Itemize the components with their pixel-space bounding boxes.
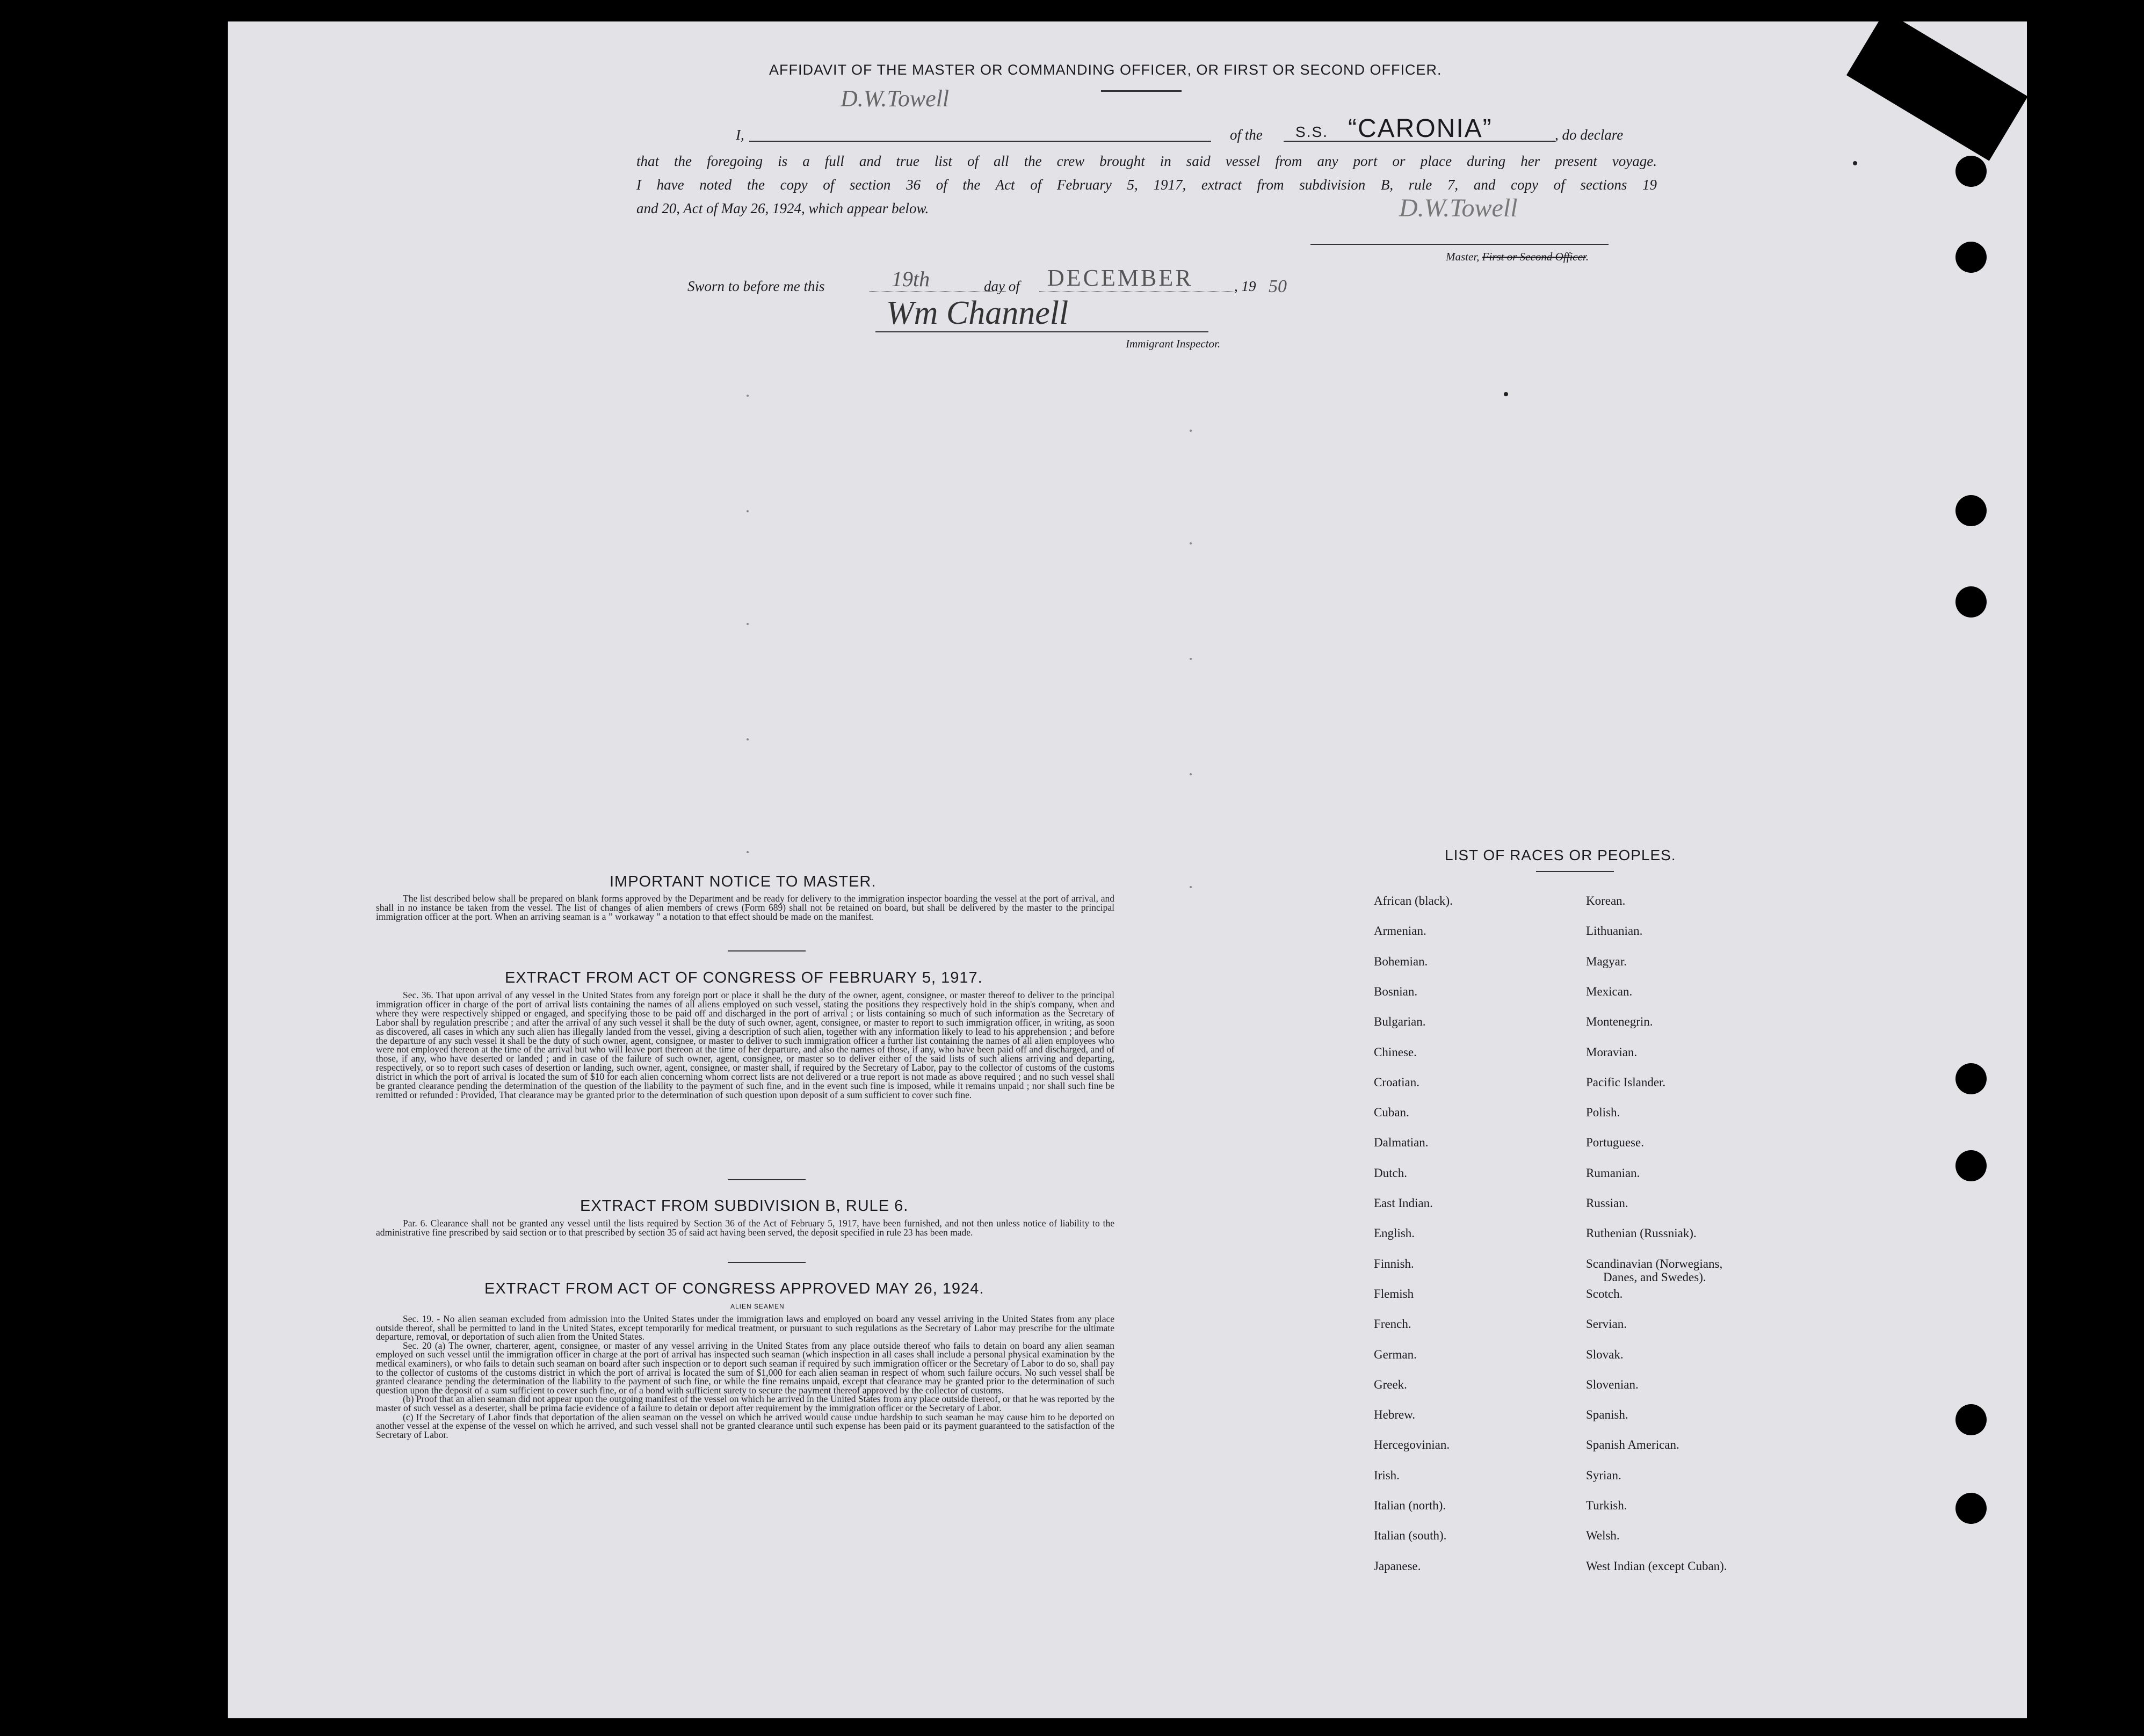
extract-1924-subtitle: ALIEN SEAMEN bbox=[730, 1303, 785, 1310]
race-item: Portuguese. bbox=[1586, 1136, 1644, 1150]
sec-20b: (b) Proof that an alien seaman did not appear upon the outgoing manifest of the vessel on which he arrived in the United States from any place outside thereof, or that he was reported by the master of such vessel as a deserter, shall be prima facie evidence of a failure to detain or deport after requirement by the immigration officer or the Secretary of Labor. bbox=[376, 1393, 1114, 1413]
day-of-label: day of bbox=[984, 278, 1020, 294]
race-item: Cuban. bbox=[1374, 1106, 1409, 1120]
race-item: Russian. bbox=[1586, 1196, 1628, 1210]
sec-20c: (c) If the Secretary of Labor finds that deportation of the alien seaman on the vessel on which he arrived would cause undue hardship to such seaman he may cause him to be deported on another vessel at the expense of the vessel on which he arrived, and such vessel shall not be granted clearance until such expense has been paid or its payment guaranteed to the satisfaction of the Secretary of Labor. bbox=[376, 1411, 1114, 1440]
ship-prefix: S.S. bbox=[1295, 124, 1328, 140]
race-item: Polish. bbox=[1586, 1106, 1620, 1120]
binder-hole bbox=[1955, 1493, 1987, 1524]
sec-19: Sec. 19. - No alien seaman excluded from admission into the United States under the immigration laws and employed on board any vessel arriving in the United States from any place outside thereof, shall be permitted to land in the United States, except temporarily for medical treatment, or pursuant to such regulations as the Secretary of Labor may prescribe for the ultimate departure, removal, or deportation of such alien from the United States. bbox=[376, 1313, 1114, 1342]
affidavit-line-2: I have noted the copy of section 36 of the Act of February 5, 1917, extract from subdivision B, rule 7, and copy of sections 19 bbox=[636, 177, 1657, 193]
year-prefix: , 19 bbox=[1234, 278, 1256, 294]
race-item: Finnish. bbox=[1374, 1256, 1414, 1270]
extract-1924-title: EXTRACT FROM ACT OF CONGRESS APPROVED MAY 26, 1924. bbox=[484, 1280, 984, 1297]
extract-1917-text: Sec. 36. That upon arrival of any vessel in the United States from any foreign port or place it shall be the duty of the owner, agent, consignee, or master thereof to deliver to the principal immigration officer in charge of the port of arrival lists containing the names of all aliens employed on such vessel, stating the positions they respectively hold in the ship's company, when and where they were respectively shipped or engaged, and specifying those to be paid off and discharged in the port of arrival ; or lists containing so much of such information as the Secretary of Labor shall by regulation prescribe ; and after the arrival of any such vessel it shall be the duty of such owner, agent, consignee, or master to report to such immigration officer, in writing, as soon as discovered, all cases in which any such alien has illegally landed from the vessel, giving a description of such alien, together with any information likely to lead to his apprehension ; and before the departure of any such vessel it shall be the duty of such owner, agent, consignee, or master to deliver to such immigration officer a further list containing the names of all alien employees who were not employed thereon at the time of the arrival but who will leave port thereon at the time of her departure, and also the names of those, if any, who have been paid off and discharged, and of those, if any, who have deserted or landed ; and in case of the failure of such owner, agent, consignee, or master so to deliver either of the said lists of such aliens arriving and departing, respectively, or so to report such cases of desertion or landing, such owner, agent, consignee, or master shall, if required by the Secretary of Labor, pay to the collector of customs of the customs district in which the port of arrival is located the sum of $10 for each alien concerning whom correct lists are not delivered or a true report is not made as above required ; and no such vessel shall be granted clearance pending the determination of the question of the liability to the payment of such fine, and in the event such fine is imposed, while it remains unpaid ; nor shall such fine be remitted or refunded : Provided, That clearance may be granted prior to the determination of such question upon deposit of a sum sufficient to cover such fine. bbox=[376, 990, 1114, 1100]
race-item: Spanish. bbox=[1586, 1408, 1628, 1422]
binder-hole bbox=[1955, 586, 1987, 618]
race-item: Bulgarian. bbox=[1374, 1015, 1426, 1029]
race-item: Syrian. bbox=[1586, 1468, 1621, 1482]
divider bbox=[1101, 90, 1182, 92]
race-item: Korean. bbox=[1586, 894, 1626, 907]
inspector-signature: Wm Channell bbox=[886, 295, 1069, 331]
race-item: German. bbox=[1374, 1347, 1417, 1361]
affidavit-line-1: that the foregoing is a full and true list of all the crew brought in said vessel from any port or place during her present voyage. bbox=[636, 153, 1657, 169]
year-value: 50 bbox=[1269, 277, 1287, 296]
day-value: 19th bbox=[892, 267, 930, 291]
race-item: Bosnian. bbox=[1374, 984, 1418, 998]
race-item: Bohemian. bbox=[1374, 954, 1428, 968]
affidavit-i: I, bbox=[736, 127, 744, 143]
race-item: French. bbox=[1374, 1317, 1411, 1331]
divider bbox=[1536, 871, 1614, 872]
race-item: Danes, and Swedes). bbox=[1603, 1270, 1706, 1284]
race-item: Italian (north). bbox=[1374, 1499, 1446, 1512]
race-item: Spanish American. bbox=[1586, 1438, 1679, 1452]
master-signature: D.W.Towell bbox=[841, 85, 950, 112]
divider bbox=[728, 1262, 806, 1263]
race-item: Ruthenian (Russniak). bbox=[1586, 1226, 1697, 1240]
ship-name: “CARONIA” bbox=[1348, 114, 1493, 143]
notice-title: IMPORTANT NOTICE TO MASTER. bbox=[610, 873, 877, 890]
binder-hole bbox=[1955, 156, 1987, 187]
notice-text: The list described below shall be prepared on blank forms approved by the Department and be ready for delivery to the immigration inspector boarding the vessel at the port of arrival, and shall in no instance be taken from the vessel. The list of changes of alien members of crews (Form 689) shall not be retained on board, but shall be delivered by the master to the principal immigration officer at the port. When an arriving seaman is a ” workaway ” a notation to that effect should be made on the manifest. bbox=[376, 893, 1114, 922]
race-item: Dutch. bbox=[1374, 1166, 1407, 1180]
affidavit-title: AFFIDAVIT OF THE MASTER OR COMMANDING OFFICER, OR FIRST OR SECOND OFFICER. bbox=[769, 62, 1442, 78]
race-item: Montenegrin. bbox=[1586, 1015, 1653, 1029]
race-item: Servian. bbox=[1586, 1317, 1627, 1331]
race-item: Pacific Islander. bbox=[1586, 1075, 1666, 1089]
master-line bbox=[1310, 244, 1609, 245]
race-item: Armenian. bbox=[1374, 924, 1426, 938]
binder-hole bbox=[1955, 495, 1987, 526]
race-item: Dalmatian. bbox=[1374, 1136, 1429, 1150]
month-value: DECEMBER bbox=[1047, 265, 1193, 291]
affidavit-declare: , do declare bbox=[1555, 127, 1624, 143]
race-item: East Indian. bbox=[1374, 1196, 1433, 1210]
race-item: Lithuanian. bbox=[1586, 924, 1643, 938]
race-item: Croatian. bbox=[1374, 1075, 1419, 1089]
race-item: Chinese. bbox=[1374, 1045, 1417, 1059]
binder-hole bbox=[1955, 1063, 1987, 1094]
race-item: Mexican. bbox=[1586, 984, 1633, 998]
race-item: Flemish bbox=[1374, 1287, 1414, 1301]
race-item: Hercegovinian. bbox=[1374, 1438, 1450, 1452]
race-item: Rumanian. bbox=[1586, 1166, 1640, 1180]
race-item: Moravian. bbox=[1586, 1045, 1638, 1059]
race-item: Slovenian. bbox=[1586, 1377, 1639, 1391]
divider bbox=[728, 950, 806, 951]
race-item: Welsh. bbox=[1586, 1529, 1620, 1543]
race-item: Scandinavian (Norwegians, bbox=[1586, 1256, 1723, 1270]
subdivision-b-title: EXTRACT FROM SUBDIVISION B, RULE 6. bbox=[580, 1197, 909, 1215]
sec-20a: Sec. 20 (a) The owner, charterer, agent, consignee, or master of any vessel arriving in the United States from any place outside thereof who fails to detain on board any alien seaman employed on such vessel until the immigration officer in charge at the port of arrival has inspected such seaman (which inspection in all cases shall include a personal physical examination by the medical examiners), or who fails to detain such seaman on board after such inspection or to deport such seaman if required by such immigration officer or the Secretary of Labor to do so, shall pay to the collector of customs of the customs district in which the port of arrival is located the sum of $1,000 for each alien seaman in respect of whom such failure occurs. No such vessel shall be granted clearance pending the determination of the liability to the payment of such fine, or while the fine remains unpaid, except that clearance may be granted prior to the determination of such question upon the deposit of a sum sufficient to cover such fine, or of a bond with sufficient surety to secure the payment thereof approved by the collector of customs. bbox=[376, 1340, 1114, 1396]
subdivision-b-text: Par. 6. Clearance shall not be granted any vessel until the lists required by Section 36 of the Act of February 5, 1917, have been furnished, and not then unless notice of liability to the administrative fine prescribed by said section or to that prescribed by section 35 of said act having been served, the deposit specified in rule 23 has been made. bbox=[376, 1218, 1114, 1238]
race-item: English. bbox=[1374, 1226, 1415, 1240]
inspector-line bbox=[875, 331, 1208, 332]
master-label: Master, First or Second Officer. bbox=[1446, 250, 1589, 263]
races-title: LIST OF RACES OR PEOPLES. bbox=[1445, 847, 1676, 863]
race-item: Italian (south). bbox=[1374, 1529, 1447, 1543]
struck-officer: First or Second Officer bbox=[1482, 250, 1586, 263]
binder-hole bbox=[1955, 1150, 1987, 1181]
inspector-label: Immigrant Inspector. bbox=[1126, 337, 1221, 350]
race-item: Irish. bbox=[1374, 1468, 1400, 1482]
name-line bbox=[749, 141, 1211, 142]
binder-hole bbox=[1955, 1404, 1987, 1435]
race-item: Scotch. bbox=[1586, 1287, 1623, 1301]
affidavit-line-3: and 20, Act of May 26, 1924, which appear below. bbox=[636, 200, 929, 216]
extract-1917-title: EXTRACT FROM ACT OF CONGRESS OF FEBRUARY 5, 1917. bbox=[505, 969, 983, 986]
race-item: Magyar. bbox=[1586, 954, 1627, 968]
race-item: African (black). bbox=[1374, 894, 1453, 907]
race-item: West Indian (except Cuban). bbox=[1586, 1559, 1727, 1573]
affidavit-of-the: of the bbox=[1230, 127, 1263, 143]
extract-1924-text bbox=[376, 1314, 1114, 1439]
binder-hole bbox=[1955, 242, 1987, 273]
binder-hole bbox=[1955, 68, 1987, 99]
race-item: Slovak. bbox=[1586, 1347, 1624, 1361]
race-item: Turkish. bbox=[1586, 1499, 1627, 1512]
race-item: Greek. bbox=[1374, 1377, 1407, 1391]
race-item: Japanese. bbox=[1374, 1559, 1421, 1573]
divider bbox=[728, 1179, 806, 1180]
ship-line bbox=[1284, 141, 1555, 142]
master-signature-2: D.W.Towell bbox=[1399, 194, 1518, 222]
sworn-label: Sworn to before me this bbox=[687, 278, 825, 294]
race-item: Hebrew. bbox=[1374, 1408, 1416, 1422]
